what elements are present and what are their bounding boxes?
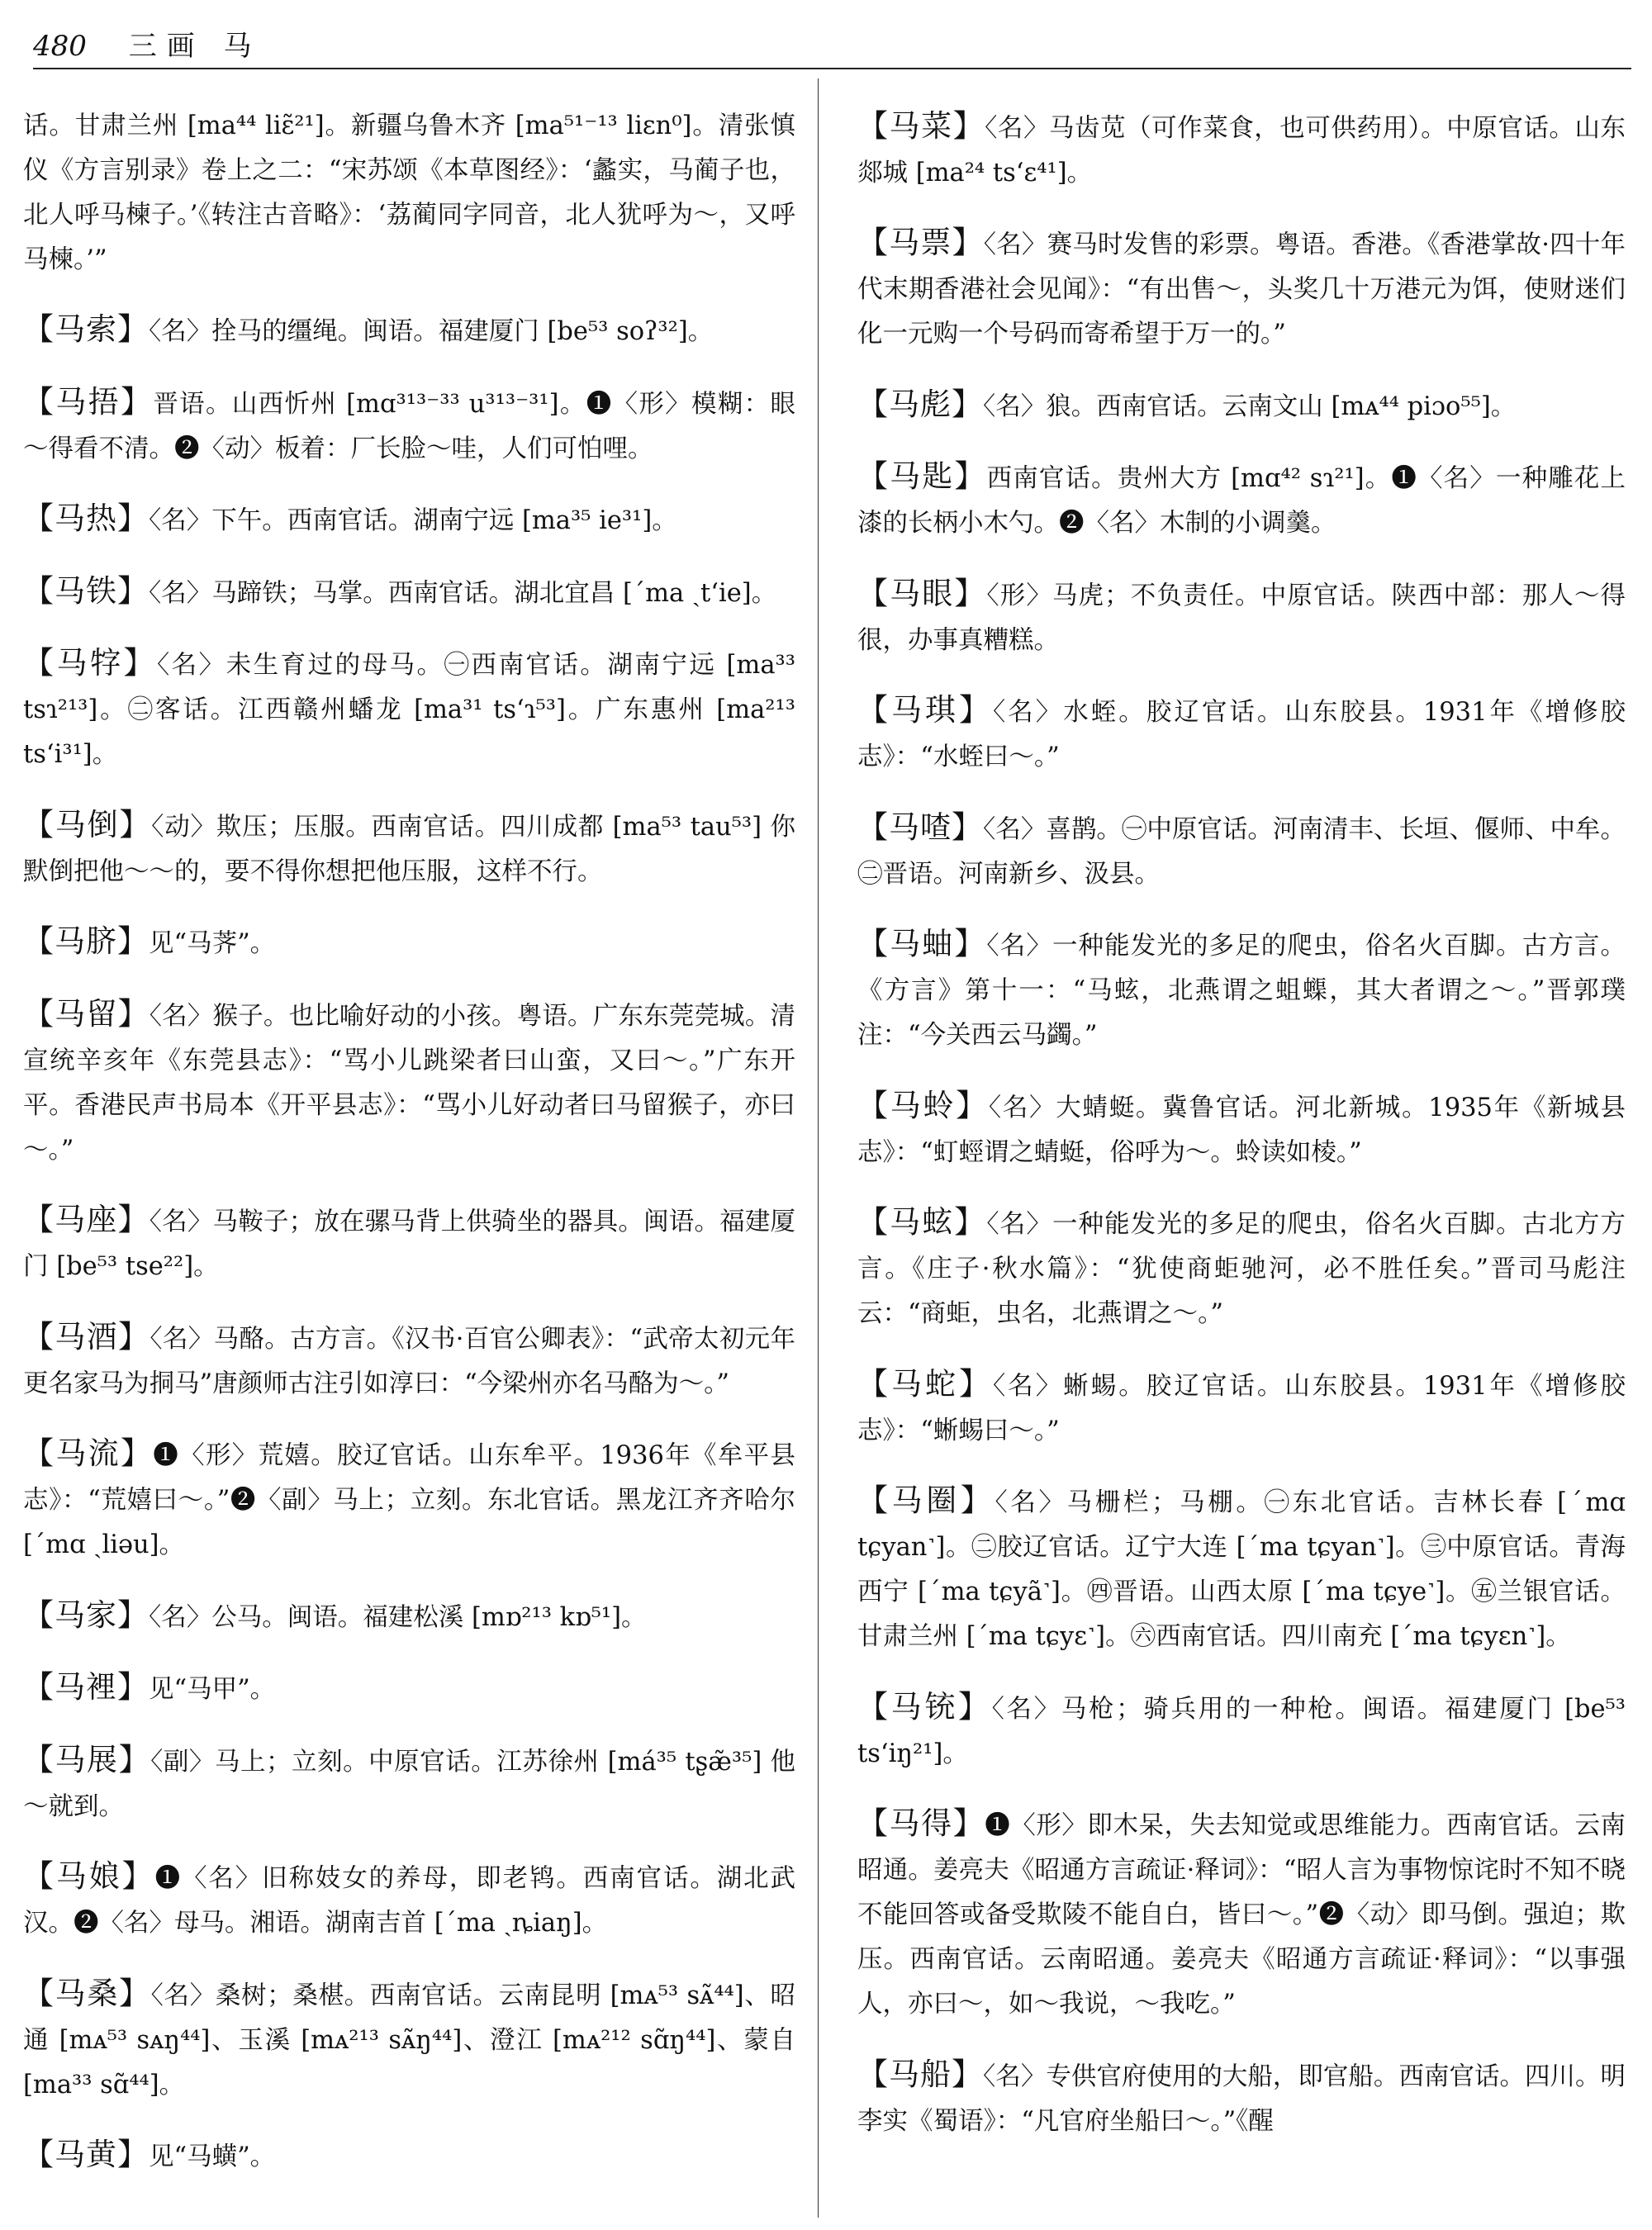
dictionary-entry [23, 380, 795, 472]
entry-headword: 【马家】 [23, 1597, 149, 1633]
dictionary-entry [857, 572, 1626, 663]
entry-definition: 〈名〉公马。闽语。福建松溪 [mɒ²¹³ kɒ⁵¹]。 [149, 1602, 647, 1632]
dictionary-entry [23, 1593, 795, 1640]
entry-definition: 〈名〉马齿苋（可作菜食，也可供药用）。中原官话。山东郯城 [ma²⁴ tsʻɛ⁴¹]。 [857, 113, 1626, 187]
entry-headword: 【马酒】 [23, 1318, 150, 1355]
dictionary-entry [857, 221, 1626, 357]
entry-definition: 〈名〉喜鹊。㊀中原官话。河南清丰、长垣、偃师、中牟。㊁晋语。河南新乡、汲县。 [857, 814, 1626, 889]
dictionary-entry [857, 1801, 1626, 2027]
entry-definition: 〈名〉马蹄铁；马掌。西南官话。湖北宜昌 [ˊma ˏtʻie]。 [149, 578, 777, 608]
header-rule [33, 68, 1631, 69]
entry-definition: 〈名〉未生育过的母马。㊀西南官话。湖南宁远 [ma³³ tsɿ²¹³]。㊁客话。江西赣州蟠龙 [ma³¹ tsʻɿ⁵³]。广东惠州 [ma²¹³ tsʻi³¹]。 [23, 651, 795, 769]
dictionary-entry [23, 2133, 795, 2180]
entry-headword: 【马彪】 [857, 386, 983, 422]
continuation-text: 话。甘肃兰州 [ma⁴⁴ liɛ̃²¹]。新疆乌鲁木齐 [ma⁵¹⁻¹³ liɛn⁰]。清张慎仪《方言别录》卷上之二：“宋苏颂《本草图经》：‘蠡实，马蔺子也，北人呼马楝子。’《转注古音略》：‘荔蔺同字同音，北人犹呼为～，又呼马楝。’” [23, 111, 795, 274]
dictionary-entry [23, 1971, 795, 2108]
entry-definition: 〈名〉猴子。也比喻好动的小孩。粤语。广东东莞莞城。清宣统辛亥年《东莞县志》：“骂小儿跳梁者曰山蛮，又曰～。”广东开平。香港民声书局本《开平县志》：“骂小儿好动者曰马留猴子，亦曰～。” [23, 1001, 795, 1165]
entry-headword: 【马铳】 [857, 1688, 992, 1725]
entry-definition: ❶〈名〉旧称妓女的养母，即老鸨。西南官话。湖北武汉。❷〈名〉母马。湘语。湖南吉首 [ˊma ˏȵiaŋ]。 [23, 1864, 795, 1938]
dictionary-entry [23, 307, 795, 354]
dictionary-entry [857, 104, 1626, 196]
entry-headword: 【马黄】 [23, 2137, 149, 2172]
dictionary-entry [23, 919, 795, 966]
entry-definition: 〈副〉马上；立刻。中原官话。江苏徐州 [má³⁵ tʂæ̃³⁵] 他～就到。 [23, 1747, 795, 1821]
entry-definition: 〈名〉马栅栏；马棚。㊀东北官话。吉林长春 [ˊmɑ tɕyan˺]。㊁胶辽官话。辽宁大连 [ˊma tɕyan˺]。㊂中原官话。青海西宁 [ˊma tɕyã˺]。㊃晋语。山西太原 [ˊma tɕye˺]。㊄兰银官话。甘肃兰州 [ˊma tɕyɛ˺]。㊅西南官话。四川南充 [ˊma tɕyɛn˺]。 [857, 1488, 1626, 1651]
entry-headword: 【马倒】 [23, 806, 152, 842]
dictionary-entry [23, 1315, 795, 1407]
entry-headword: 【马眼】 [857, 575, 987, 611]
dictionary-entry [23, 1198, 795, 1289]
dictionary-entry [857, 1200, 1626, 1336]
entry-definition: 〈名〉桑树；桑椹。西南官话。云南昆明 [mᴀ⁵³ sᴀ̃⁴⁴]、昭通 [mᴀ⁵³ sᴀŋ⁴⁴]、玉溪 [mᴀ²¹³ sᴀ̃ŋ⁴⁴]、澄江 [mᴀ²¹² sɑ̃ŋ⁴⁴]、蒙自 [ma³³ sɑ̃⁴⁴]。 [23, 1981, 795, 2100]
entry-definition: 〈名〉一种能发光的多足的爬虫，俗名火百脚。古方言。《方言》第十一：“马蚿，北燕谓之蛆蟝，其大者谓之～。”晋郭璞注：“今关西云马蠲。” [857, 932, 1626, 1050]
dictionary-entry [857, 805, 1626, 897]
dictionary-entry [857, 454, 1626, 546]
entry-definition: 〈名〉专供官府使用的大船，即官船。西南官话。四川。明李实《蜀语》：“凡官府坐船曰～。”《醒 [857, 2062, 1626, 2136]
dictionary-entry [857, 1084, 1626, 1175]
entry-definition: 〈形〉马虎；不负责任。中原官话。陕西中部：那人～得很，办事真糟糕。 [857, 581, 1626, 655]
entry-definition: 〈名〉马枪；骑兵用的一种枪。闽语。福建厦门 [be⁵³ tsʻiŋ²¹]。 [857, 1694, 1626, 1768]
dictionary-entry [857, 1478, 1626, 1659]
entry-definition: 〈名〉大蜻蜓。冀鲁官话。河北新城。1935年《新城县志》：“虰蛵谓之蜻蜓，俗呼为～。蛉读如棱。” [857, 1093, 1626, 1167]
entry-headword: 【马琪】 [857, 692, 994, 728]
entry-headword: 【马蚿】 [857, 1204, 987, 1240]
entry-definition: ❶〈形〉即木呆，失去知觉或思维能力。西南官话。云南昭通。姜亮夫《昭通方言疏证·释词》：“昭人言为事物惊诧时不知不晓不能回答或备受欺陵不能自白，皆曰～。”❷〈动〉即马倒。强迫；欺压。西南官话。云南昭通。姜亮夫《昭通方言疏证·释词》：“以事强人，亦曰～，如～我说，～我吃。” [857, 1811, 1626, 2019]
entry-definition: 〈名〉狼。西南官话。云南文山 [mᴀ⁴⁴ piɔo⁵⁵]。 [983, 391, 1517, 421]
entry-definition: 〈名〉马酪。古方言。《汉书·百官公卿表》：“武帝太初元年更名家马为挏马”唐颜师古注引如淳曰：“今梁州亦名马酪为～。” [23, 1324, 795, 1398]
entry-definition: 〈名〉蜥蜴。胶辽官话。山东胶县。1931年《增修胶志》：“蜥蜴曰～。” [857, 1371, 1626, 1445]
dictionary-entry [857, 2052, 1626, 2144]
entry-definition: 西南官话。贵州大方 [mɑ⁴² sɿ²¹]。❶〈名〉一种雕花上漆的长柄小木勺。❷〈名〉木制的小调羹。 [857, 464, 1626, 538]
entry-headword: 【马流】 [23, 1435, 154, 1471]
entry-definition: 〈名〉一种能发光的多足的爬虫，俗名火百脚。古北方方言。《庄子·秋水篇》：“犹使商蚷驰河，必不胜任矣。”晋司马彪注云：“商蚷，虫名，北燕谓之～。” [857, 1210, 1626, 1328]
entry-definition: 〈名〉水蛭。胶辽官话。山东胶县。1931年《增修胶志》：“水蛭曰～。” [857, 698, 1626, 771]
dictionary-entry [23, 1665, 795, 1712]
dictionary-entry [23, 1854, 795, 1946]
dictionary-entry [23, 992, 795, 1173]
entry-headword: 【马蛉】 [857, 1087, 989, 1123]
entry-headword: 【马脐】 [23, 923, 149, 959]
left-entry-list [23, 307, 795, 2180]
entry-definition: 〈名〉赛马时发售的彩票。粤语。香港。《香港掌故·四十年代末期香港社会见闻》：“有出售～，头奖几十万港元为饵，使财迷们化一元购一个号码而寄希望于万一的。” [857, 230, 1626, 349]
entry-headword: 【马票】 [857, 225, 984, 260]
entry-headword: 【马蚰】 [857, 926, 987, 961]
dictionary-entry [23, 803, 795, 894]
dictionary-entry [857, 688, 1626, 780]
entry-headword: 【马得】 [857, 1805, 985, 1841]
dictionary-entry [23, 1431, 795, 1568]
entry-headword: 【马船】 [857, 2056, 984, 2092]
dictionary-entry [857, 1362, 1626, 1454]
entry-headword: 【马蛇】 [857, 1365, 994, 1402]
right-entry-list [857, 104, 1626, 2144]
entry-headword: 【马匙】 [857, 458, 987, 494]
section-title: 三画 马 [128, 30, 262, 63]
entry-headword: 【马娘】 [23, 1858, 155, 1894]
entry-headword: 【马展】 [23, 1741, 151, 1777]
entry-headword: 【马热】 [23, 501, 149, 536]
entry-definition: 见“马蟥”。 [149, 2142, 276, 2171]
entry-definition: 〈名〉马鞍子；放在骡马背上供骑坐的器具。闽语。福建厦门 [be⁵³ tse²²]。 [23, 1208, 795, 1281]
entry-definition: 〈动〉欺压；压服。西南官话。四川成都 [ma⁵³ tau⁵³] 你默倒把他～～的，要不得你想把他压服，这样不行。 [23, 812, 795, 886]
dictionary-entry [857, 922, 1626, 1058]
dictionary-entry [23, 569, 795, 616]
page-header [33, 23, 1631, 69]
entry-headword: 【马圈】 [857, 1483, 995, 1518]
entry-headword: 【马捂】 [23, 383, 154, 420]
entry-definition: 见“马甲”。 [149, 1675, 276, 1704]
right-column [857, 78, 1626, 2222]
dictionary-entry [23, 496, 795, 543]
entry-definition: 〈名〉下午。西南官话。湖南宁远 [ma³⁵ ie³¹]。 [149, 506, 677, 535]
entry-headword: 【马座】 [23, 1202, 150, 1237]
entry-headword: 【马菜】 [857, 107, 985, 144]
page-number: 480 [33, 30, 87, 63]
entry-headword: 【马铁】 [23, 572, 149, 609]
column-divider [818, 78, 819, 2218]
entry-headword: 【马喳】 [857, 809, 984, 845]
entry-definition: ❶〈形〉荒嬉。胶辽官话。山东牟平。1936年《牟平县志》：“荒嬉曰～。”❷〈副〉马上；立刻。东北官话。黑龙江齐齐哈尔 [ˊmɑ ˏliəu]。 [23, 1441, 795, 1559]
entry-definition: 晋语。山西忻州 [mɑ³¹³⁻³³ u³¹³⁻³¹]。❶〈形〉模糊：眼～得看不清。❷〈动〉板着：厂长脸～哇，人们可怕哩。 [23, 389, 795, 463]
entry-definition: 〈名〉拴马的缰绳。闽语。福建厦门 [be⁵³ soʔ³²]。 [149, 317, 714, 346]
dictionary-entry [857, 1685, 1626, 1777]
entry-headword: 【马桑】 [23, 1975, 151, 2011]
entry-headword: 【马裡】 [23, 1669, 149, 1705]
dictionary-entry [857, 382, 1626, 429]
dictionary-entry [23, 1738, 795, 1829]
entry-headword: 【马留】 [23, 995, 150, 1032]
entry-headword: 【马索】 [23, 311, 149, 347]
entry-definition: 见“马荠”。 [149, 929, 276, 958]
dictionary-entry [23, 641, 795, 777]
left-column [23, 78, 795, 2222]
entry-headword: 【马牸】 [23, 645, 157, 681]
